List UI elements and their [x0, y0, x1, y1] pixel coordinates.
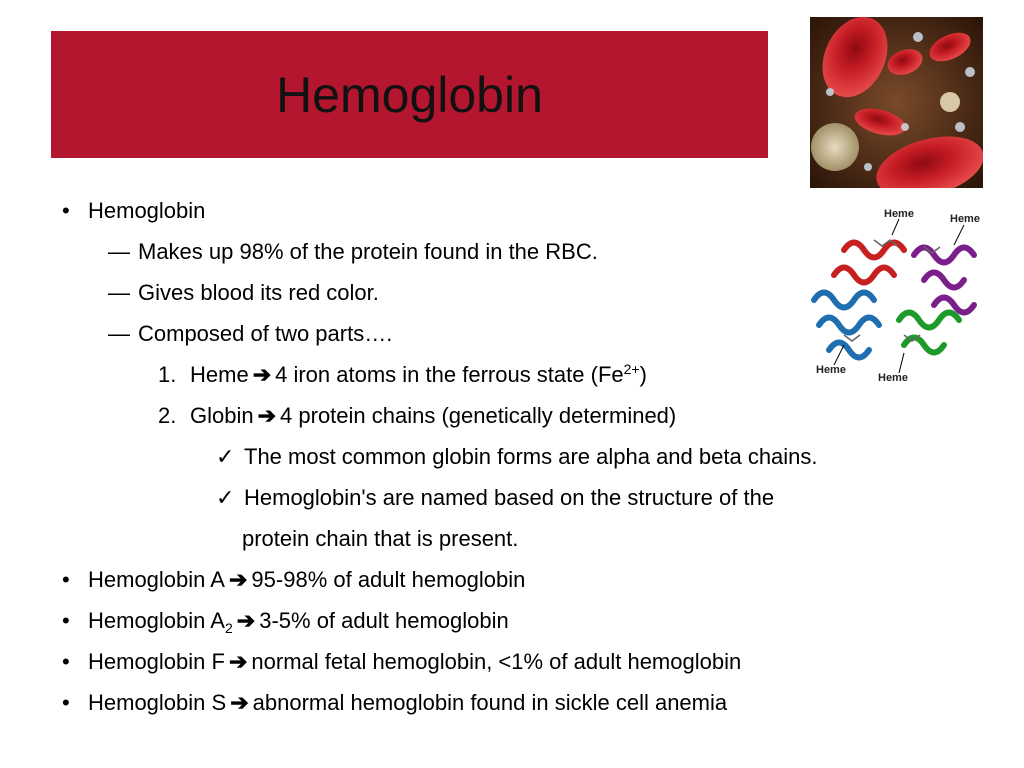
right-arrow-icon: ➔	[257, 403, 277, 428]
bullet-text: protein chain that is present.	[242, 526, 519, 551]
checkmark-icon: ✓	[216, 444, 235, 469]
right-arrow-icon: ➔	[228, 567, 248, 592]
bullet-marker: •	[62, 649, 70, 674]
right-arrow-icon: ➔	[230, 690, 249, 715]
check-item	[216, 444, 818, 470]
bullet-text: Gives blood its red color.	[138, 280, 379, 305]
bullet-item	[62, 198, 205, 224]
bullet-item-hbf	[62, 649, 741, 675]
bullet-text: Hemoglobin's are named based on the structure of the	[244, 485, 775, 510]
heme-label-top: Heme	[884, 208, 914, 220]
heme-label-right: Heme	[950, 213, 980, 225]
bullet-text: The most common globin forms are alpha and beta chains.	[244, 444, 818, 469]
heme-label-bottom-left: Heme	[816, 364, 846, 376]
bullet-item	[108, 321, 392, 347]
heme-label-bottom: Heme	[878, 372, 908, 384]
dash-marker: —	[108, 280, 130, 305]
ferrous-charge: 2+	[623, 361, 640, 377]
right-arrow-icon: ➔	[252, 362, 272, 387]
variant-description: 3-5% of adult hemoglobin	[259, 608, 509, 633]
number-marker: 2.	[158, 403, 177, 428]
variant-description: 95-98% of adult hemoglobin	[251, 567, 526, 592]
right-arrow-icon: ➔	[236, 608, 256, 633]
bullet-item-hba	[62, 567, 525, 593]
variant-name: Hemoglobin A	[88, 608, 225, 633]
variant-description: abnormal hemoglobin found in sickle cell anemia	[252, 690, 728, 715]
globin-description: 4 protein chains (genetically determined)	[280, 403, 677, 428]
right-arrow-icon: ➔	[228, 649, 248, 674]
heme-term: Heme	[190, 362, 249, 387]
variant-subscript: 2	[224, 620, 233, 636]
bullet-marker: •	[62, 690, 70, 715]
slide-title: Hemoglobin	[276, 66, 543, 123]
numbered-item-globin	[158, 403, 676, 429]
variant-name: Hemoglobin A	[88, 567, 225, 592]
bullet-item-hba2	[62, 608, 509, 634]
bullet-marker: •	[62, 567, 70, 592]
bullet-item	[108, 239, 598, 265]
bullet-text: Hemoglobin	[88, 198, 206, 223]
globin-term: Globin	[190, 403, 254, 428]
dash-marker: —	[108, 239, 130, 264]
number-marker: 1.	[158, 362, 177, 387]
check-item	[216, 485, 774, 511]
heme-description-end: )	[639, 362, 647, 387]
checkmark-icon: ✓	[216, 485, 235, 510]
bullet-text: Makes up 98% of the protein found in the RBC.	[138, 239, 598, 264]
bullet-marker: •	[62, 608, 70, 633]
numbered-item-heme	[158, 362, 647, 388]
heme-description: 4 iron atoms in the ferrous state (Fe	[275, 362, 624, 387]
check-item-continuation	[242, 526, 518, 552]
dash-marker: —	[108, 321, 130, 346]
variant-name: Hemoglobin F	[88, 649, 225, 674]
variant-description: normal fetal hemoglobin, <1% of adult hemoglobin	[251, 649, 742, 674]
bullet-marker: •	[62, 198, 70, 223]
bullet-item	[108, 280, 379, 306]
bullet-item-hbs	[62, 690, 727, 716]
variant-name: Hemoglobin S	[88, 690, 227, 715]
bullet-text: Composed of two parts….	[138, 321, 393, 346]
